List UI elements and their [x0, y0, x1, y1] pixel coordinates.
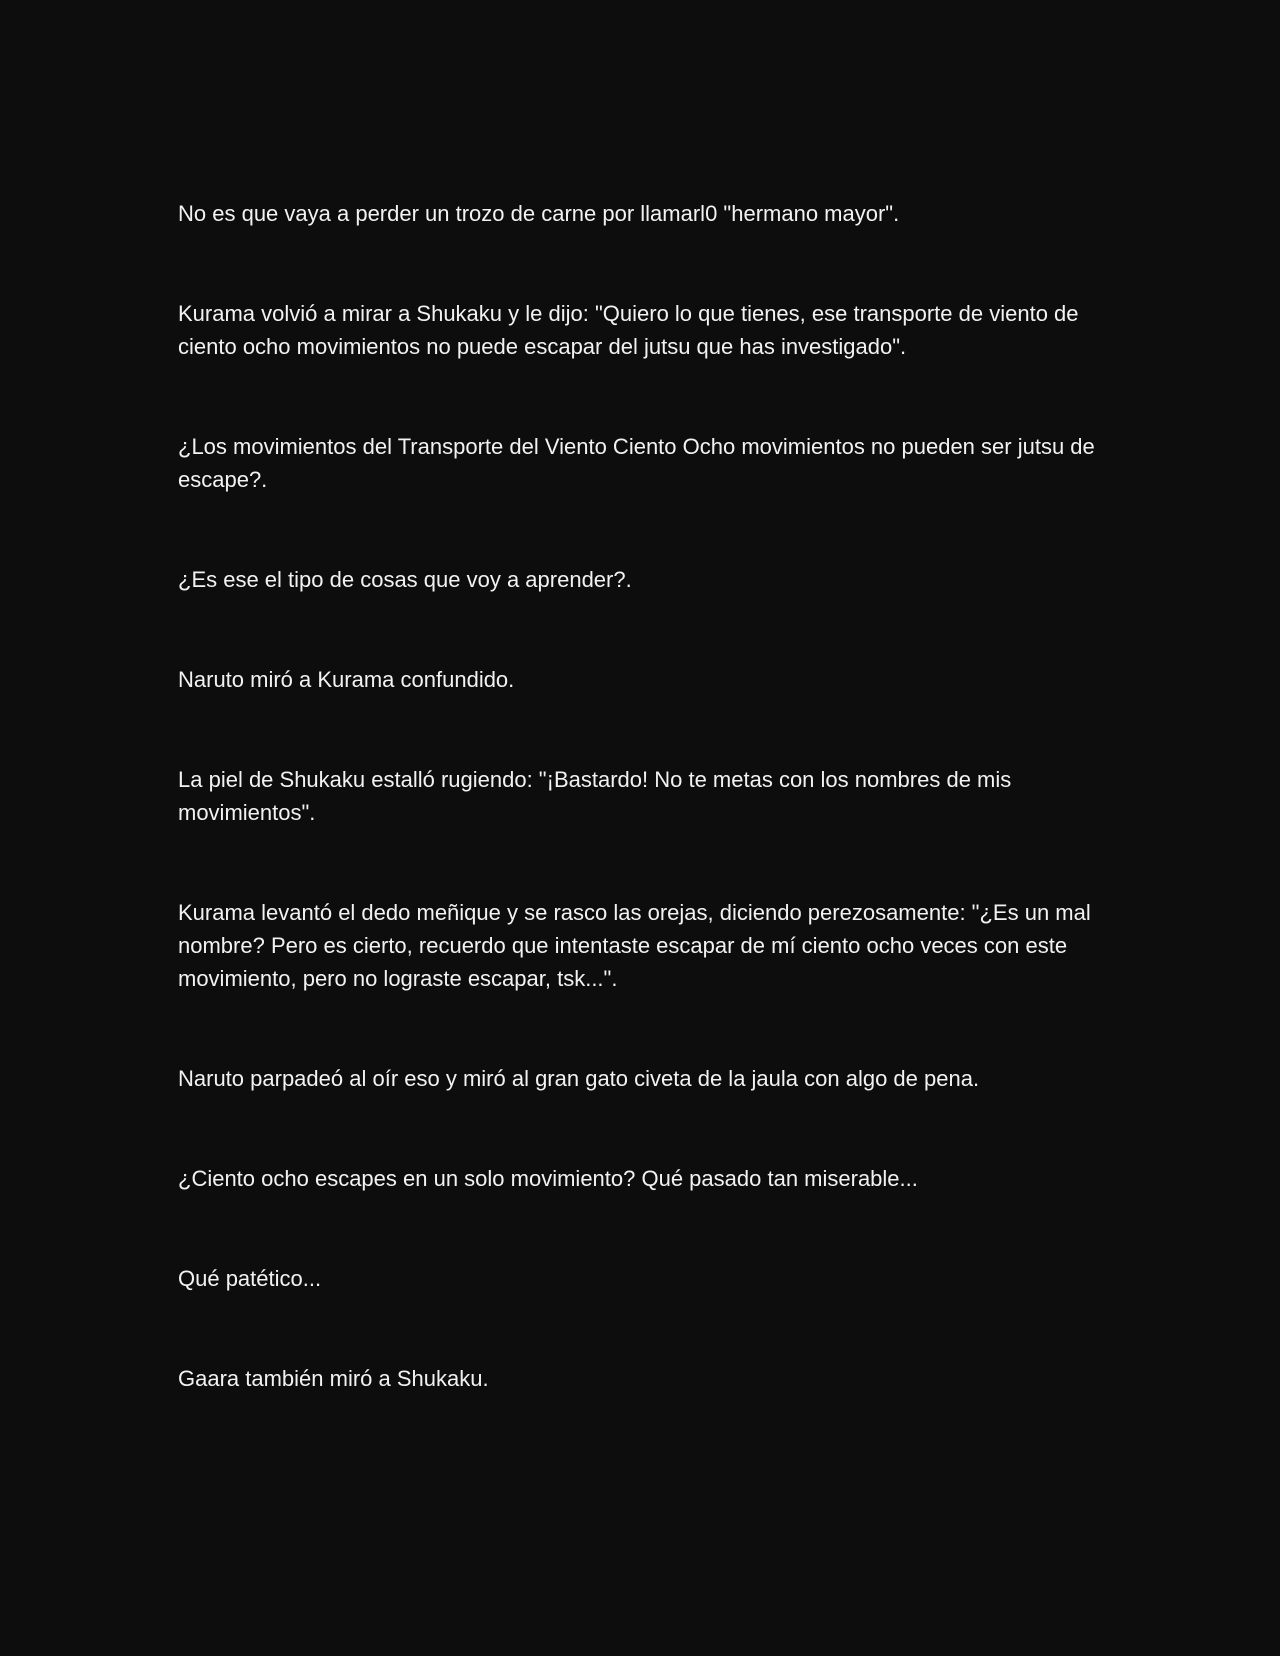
paragraph-1: No es que vaya a perder un trozo de carne por llamarl0 "hermano mayor".: [178, 201, 900, 226]
paragraph-4: ¿Es ese el tipo de cosas que voy a aprender?.: [178, 567, 632, 592]
paragraph-5: Naruto miró a Kurama confundido.: [178, 667, 515, 692]
paragraph-11: Gaara también miró a Shukaku.: [178, 1366, 489, 1391]
paragraph-9: ¿Ciento ocho escapes en un solo movimiento? Qué pasado tan miserable...: [178, 1166, 918, 1191]
paragraph-2: Kurama volvió a mirar a Shukaku y le dijo: "Quiero lo que tienes, ese transporte de viento de ciento ocho movimientos no puede escapar del jutsu que has investigado".: [178, 301, 1079, 359]
document-body: [178, 197, 1108, 1462]
paragraph-6: La piel de Shukaku estalló rugiendo: "¡Bastardo! No te metas con los nombres de mis movimientos".: [178, 767, 1012, 825]
paragraph-7: Kurama levantó el dedo meñique y se rasco las orejas, diciendo perezosamente: "¿Es un mal nombre? Pero es cierto, recuerdo que intentaste escapar de mí ciento ocho veces con este movimiento, pero no lograste escapar, tsk...".: [178, 900, 1091, 991]
paragraph-8: Naruto parpadeó al oír eso y miró al gran gato civeta de la jaula con algo de pena.: [178, 1066, 980, 1091]
paragraph-10: Qué patético...: [178, 1266, 322, 1291]
paragraph-3: ¿Los movimientos del Transporte del Viento Ciento Ocho movimientos no pueden ser jutsu de escape?.: [178, 434, 1095, 492]
